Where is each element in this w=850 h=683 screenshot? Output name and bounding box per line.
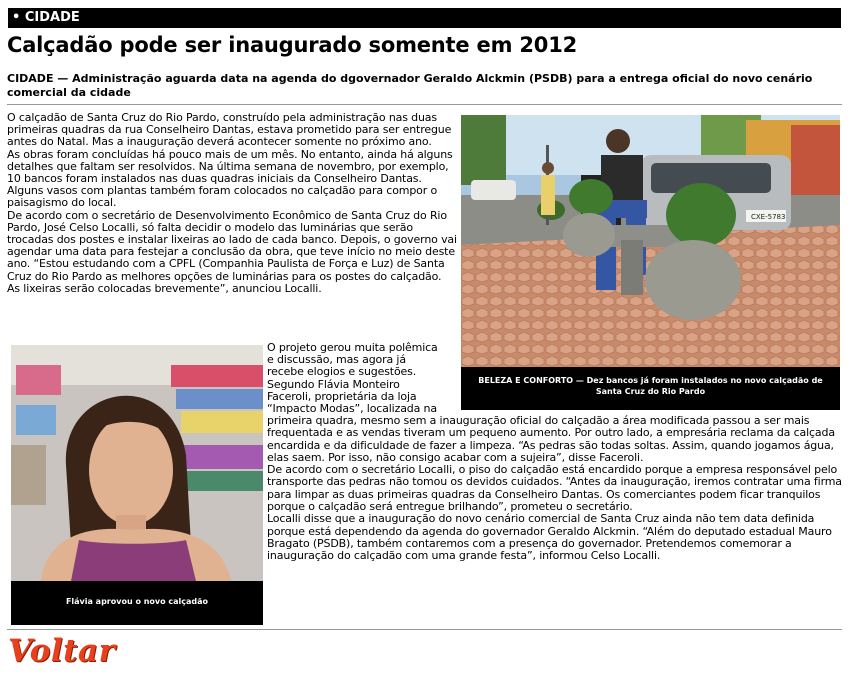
text-line: Segundo Flávia Monteiro — [267, 377, 400, 391]
license-plate: CXE-5783 — [751, 213, 786, 221]
section-header: • CIDADE — [8, 8, 841, 28]
photo-calcadao — [461, 115, 840, 410]
calcadao-image — [461, 115, 840, 367]
paragraph: Localli disse que a inauguração do novo cenário comercial de Santa Cruz ainda não tem data definida porque está dependendo da agenda do governador Geraldo Alckmin. “Além do deputado estadual Mauro Bragato (PSDB), também contaremos com a presença do governador. Pretendemos comemorar a inauguração do calçadão com uma grande festa”, informou Celso Localli. — [267, 512, 832, 563]
photo-caption: Flávia aprovou o novo calçadão — [65, 597, 209, 606]
article-column-2 — [267, 342, 457, 415]
text-line: e discussão, mas agora já — [267, 353, 406, 367]
paragraph: O calçadão de Santa Cruz do Rio Pardo, construído pela administração nas duas primeiras quadras da rua Conselheiro Dantas, estava prometido para ser entregue antes do Natal. Mas a inauguração deverá acontecer somente no próximo ano. — [7, 111, 452, 149]
article-lead: CIDADE — Administração aguarda data na agenda do dgovernador Geraldo Alckmin (PSDB) para a entrega oficial do novo cenário comercial da cidade — [7, 72, 813, 99]
text-line: recebe elogios e sugestões. — [267, 365, 417, 379]
article-headline: Calçadão pode ser inaugurado somente em 2012 — [7, 33, 578, 57]
text-line: O projeto gerou muita polêmica — [267, 341, 438, 354]
photo-flavia — [11, 345, 263, 625]
photo-caption: BELEZA E CONFORTO — Dez bancos já foram instalados no novo calçadão de Santa Cruz do Rio Pardo — [478, 376, 823, 396]
bottom-divider — [7, 629, 842, 630]
article-column-1 — [7, 112, 457, 295]
flavia-image — [11, 345, 263, 581]
back-link[interactable]: Voltar — [8, 633, 116, 669]
paragraph: primeira quadra, mesmo sem a inauguração oficial do calçadão a área modificada passou a ser mais frequentada e as vendas tiveram um pequeno aumento. Por outro lado, a empresária reclama da calçada encardida e da dificuldade de fazer a limpeza. “As pedras são todas soltas. Assim, quando jogamos água, elas saem. Por isso, não consigo acabar com a sujeira”, disse Faceroli. — [267, 414, 835, 464]
top-divider — [7, 104, 842, 105]
text-line: “Impacto Modas”, localizada na — [267, 402, 437, 416]
paragraph: De acordo com o secretário Localli, o piso do calçadão está encardido porque a empresa responsável pelo transporte das pedras não tomou os devidos cuidados. “Antes da inauguração, iremos contratar uma firma para limpar as duas primeiras quadras da Conselheiro Dantas. Os comerciantes podem ficar tranquilos porque o calçadão será entregue brilhando”, prometeu o secretário. — [267, 463, 842, 514]
paragraph: De acordo com o secretário de Desenvolvimento Econômico de Santa Cruz do Rio Pardo, José Celso Localli, só falta decidir o modelo das luminárias que serão trocadas dos postes e instalar lixeiras ao lado de cada banco. Depois, o governo vai agendar uma data para festejar a conclusão da obra, que teve início no meio deste ano. “Estou estudando com a CPFL (Companhia Paulista de Força e Luz) de Santa Cruz do Rio Pardo as melhores opções de luminárias para os postes do calçadão. As lixeiras serão colocadas brevemente”, anunciou Localli. — [7, 208, 457, 295]
paragraph: As obras foram concluídas há pouco mais de um mês. No entanto, ainda há alguns detalhes que faltam ser resolvidos. Na última semana de novembro, por exemplo, 10 bancos foram instalados nas duas quadras iniciais da Conselheiro Dantas. Alguns vasos com plantas também foram colocados no calçadão para compor o paisagismo do local. — [7, 147, 453, 210]
text-line: Faceroli, proprietária da loja — [267, 389, 417, 403]
article-column-3 — [267, 415, 842, 563]
